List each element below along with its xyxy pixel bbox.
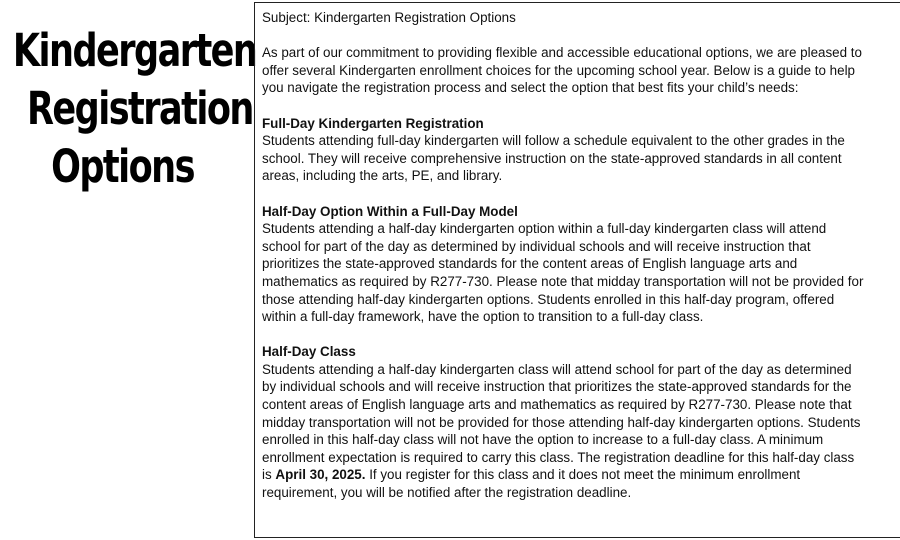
section-line: Students attending full-day kindergarten will follow a schedule equivalent to the other grades in the xyxy=(262,133,845,149)
deadline-line xyxy=(262,466,900,484)
section-line: within a full-day framework, have the option to transition to a full-day class. xyxy=(262,309,704,325)
page-title-line-3: Options xyxy=(51,140,194,193)
section-line: enrolled in this half-day class will not have the option to increase to a full-day class. A minimum xyxy=(262,432,824,448)
deadline-suffix: If you register for this class and it does not meet the minimum enrollment xyxy=(365,467,801,483)
intro-line: offer several Kindergarten enrollment choices for the upcoming school year. Below is a guide to help xyxy=(262,62,855,78)
page-title xyxy=(12,22,257,196)
spacer xyxy=(262,185,900,203)
section-line: Students attending a half-day kindergarten option within a full-day kindergarten class will attend xyxy=(262,221,827,237)
section-line: Students attending a half-day kindergarten class will attend school for part of the day as determined xyxy=(262,361,852,377)
section-half-day-class xyxy=(262,343,900,501)
section-line: midday transportation will not be provided for those attending half-day kindergarten options. Students xyxy=(262,414,861,430)
section-line: mathematics as required by R277-730. Please note that midday transportation will not be provided for xyxy=(262,273,864,289)
section-line: school for part of the day as determined by individual schools and will receive instruction that xyxy=(262,238,811,254)
section-line: by individual schools and will receive instruction that prioritizes the state-approved standards for the xyxy=(262,379,852,395)
spacer xyxy=(262,326,900,344)
section-half-day-option xyxy=(262,203,900,326)
intro-paragraph xyxy=(262,44,900,97)
section-line: school. They will receive comprehensive instruction on the state-approved standards in all content xyxy=(262,150,842,166)
document-panel xyxy=(254,2,900,538)
intro-line: As part of our commitment to providing flexible and accessible educational options, we are pleased to xyxy=(262,45,862,61)
section-line: prioritizes the state-approved standards for the content areas of English language arts and xyxy=(262,256,798,272)
deadline-date: April 30, 2025. xyxy=(275,467,366,483)
spacer xyxy=(262,97,900,115)
section-heading: Half-Day Class xyxy=(262,344,356,360)
section-heading: Full-Day Kindergarten Registration xyxy=(262,115,484,131)
section-line: enrollment expectation is required to carry this class. The registration deadline for this half-day class xyxy=(262,449,855,465)
page-title-line-2: Registration xyxy=(26,82,253,135)
section-line: those attending half-day kindergarten options. Students enrolled in this half-day program, offered xyxy=(262,291,835,307)
intro-line: you navigate the registration process and select the option that best fits your child’s needs: xyxy=(262,80,799,96)
subject-text: Subject: Kindergarten Registration Options xyxy=(262,10,516,25)
section-line: content areas of English language arts and mathematics as required by R277-730. Please note that xyxy=(262,397,852,413)
deadline-prefix: is xyxy=(262,467,276,483)
page-title-line-1: Kindergarten xyxy=(12,24,257,77)
spacer xyxy=(262,27,900,45)
section-full-day xyxy=(262,115,900,185)
section-line: areas, including the arts, PE, and library. xyxy=(262,168,503,184)
subject-line xyxy=(262,9,900,27)
section-line: requirement, you will be notified after the registration deadline. xyxy=(262,485,632,501)
section-heading: Half-Day Option Within a Full-Day Model xyxy=(262,203,518,219)
